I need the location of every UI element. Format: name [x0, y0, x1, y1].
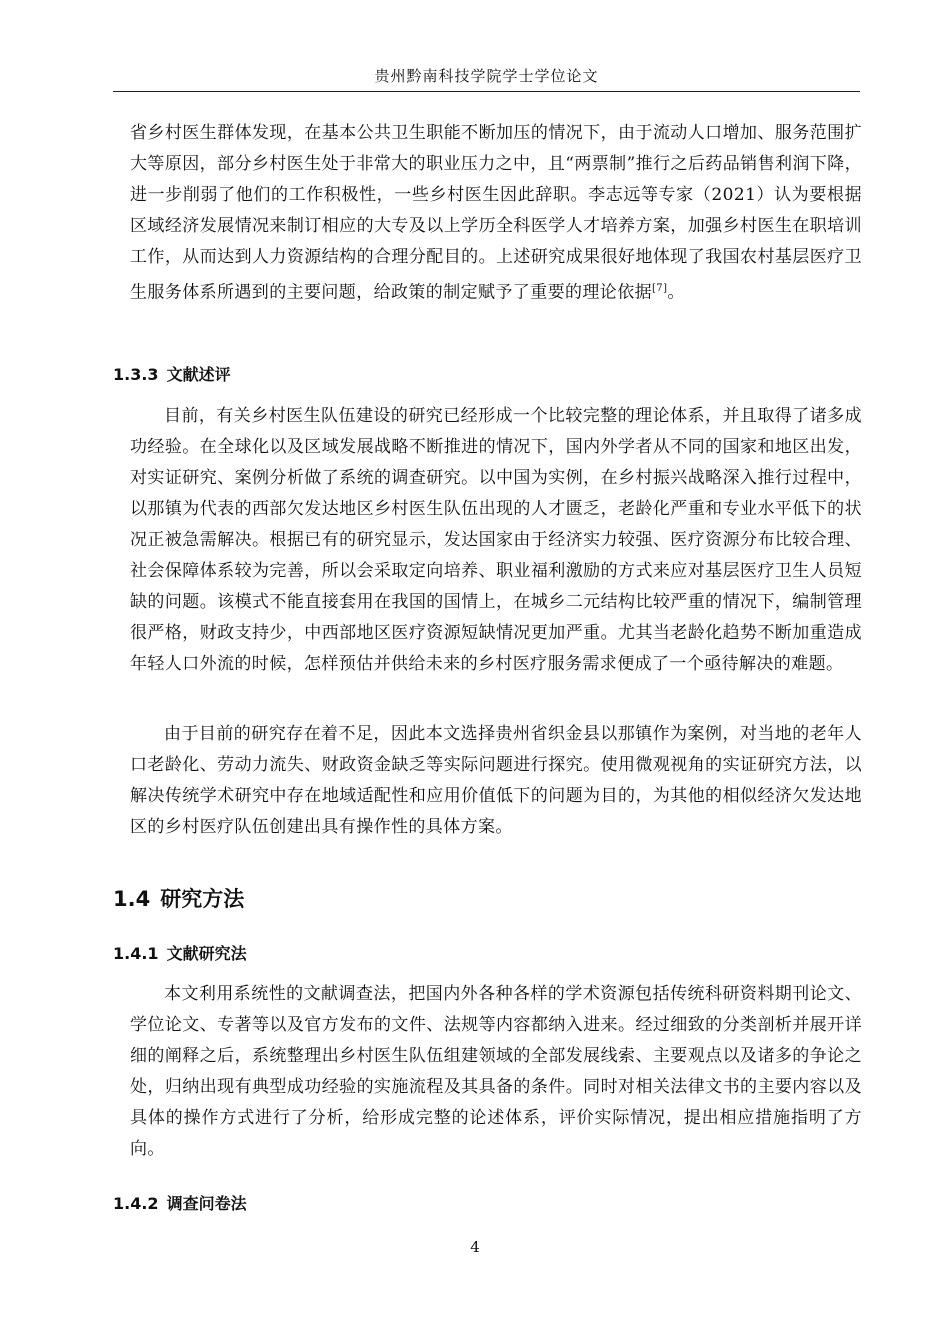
section-title: 研究方法 [160, 887, 245, 911]
section-title: 调查问卷法 [166, 1194, 247, 1213]
section-number: 1.4.1 [113, 944, 159, 963]
literature-method-paragraph: 本文利用系统性的文献调查法，把国内外各种各样的学术资源包括传统科研资料期刊论文、学位论文、专著等以及官方发布的文件、法规等内容都纳入进来。经过细致的分类剖析并展开详细的阐释之后，系统整理出乡村医生队伍组建领域的全部发展线索、主要观点以及诸多的争论之处，归纳出现有典型成功经验的实施流程及其具备的条件。同时对相关法律文书的主要内容以及具体的操作方式进行了分析，给形成完整的论述体系，评价实际情况，提出相应措施指明了方向。 [130, 984, 862, 1159]
running-header: 贵州黔南科技学院学士学位论文 [374, 67, 599, 85]
section-number: 1.3.3 [113, 365, 159, 384]
section-title: 文献研究法 [166, 944, 247, 963]
continued-paragraph-end: 。 [667, 282, 685, 303]
section-number: 1.4 [113, 887, 151, 911]
section-heading-1-3-3 [113, 364, 231, 386]
literature-review-paragraph-1: 目前，有关乡村医生队伍建设的研究已经形成一个比较完整的理论体系，并且取得了诸多成功经验。在全球化以及区域发展战略不断推进的情况下，国内外学者从不同的国家和地区出发，对实证研究、案例分析做了系统的调查研究。以中国为实例，在乡村振兴战略深入推行过程中，以那镇为代表的西部欠发达地区乡村医生队伍出现的人才匮乏，老龄化严重和专业水平低下的状况正被急需解决。根据已有的研究显示，发达国家由于经济实力较强、医疗资源分布比较合理、社会保障体系较为完善，所以会采取定向培养、职业福利激励的方式来应对基层医疗卫生人员短缺的问题。该模式不能直接套用在我国的国情上，在城乡二元结构比较严重的情况下，编制管理很严格，财政支持少，中西部地区医疗资源短缺情况更加严重。尤其当老龄化趋势不断加重造成年轻人口外流的时候，怎样预估并供给未来的乡村医疗服务需求便成了一个亟待解决的难题。 [130, 406, 862, 674]
continued-paragraph-text: 省乡村医生群体发现，在基本公共卫生职能不断加压的情况下，由于流动人口增加、服务范围扩大等原因，部分乡村医生处于非常大的职业压力之中，且“两票制”推行之后药品销售利润下降，进一步削弱了他们的工作积极性，一些乡村医生因此辞职。李志远等专家（2021）认为要根据区域经济发展情况来制订相应的大专及以上学历全科医学人才培养方案，加强乡村医生在职培训工作，从而达到人力资源结构的合理分配目的。上述研究成果很好地体现了我国农村基层医疗卫生服务体系所遇到的主要问题，给政策的制定赋予了重要的理论依据 [130, 123, 862, 303]
section-number: 1.4.2 [113, 1194, 159, 1213]
continued-paragraph [130, 118, 862, 309]
section-heading-1-4-1 [113, 943, 247, 965]
header-rule [113, 91, 860, 92]
literature-review-paragraph-2: 由于目前的研究存在着不足，因此本文选择贵州省织金县以那镇作为案例，对当地的老年人口老龄化、劳动力流失、财政资金缺乏等实际问题进行探究。使用微观视角的实证研究方法，以解决传统学术研究中存在地域适配性和应用价值低下的问题为目的，为其他的相似经济欠发达地区的乡村医疗队伍创建出具有操作性的具体方案。 [130, 724, 862, 837]
section-heading-1-4 [113, 885, 244, 913]
page-number: 4 [470, 1238, 480, 1256]
section-title: 文献述评 [166, 365, 231, 384]
citation-ref: [7] [652, 283, 668, 294]
section-heading-1-4-2 [113, 1193, 247, 1215]
